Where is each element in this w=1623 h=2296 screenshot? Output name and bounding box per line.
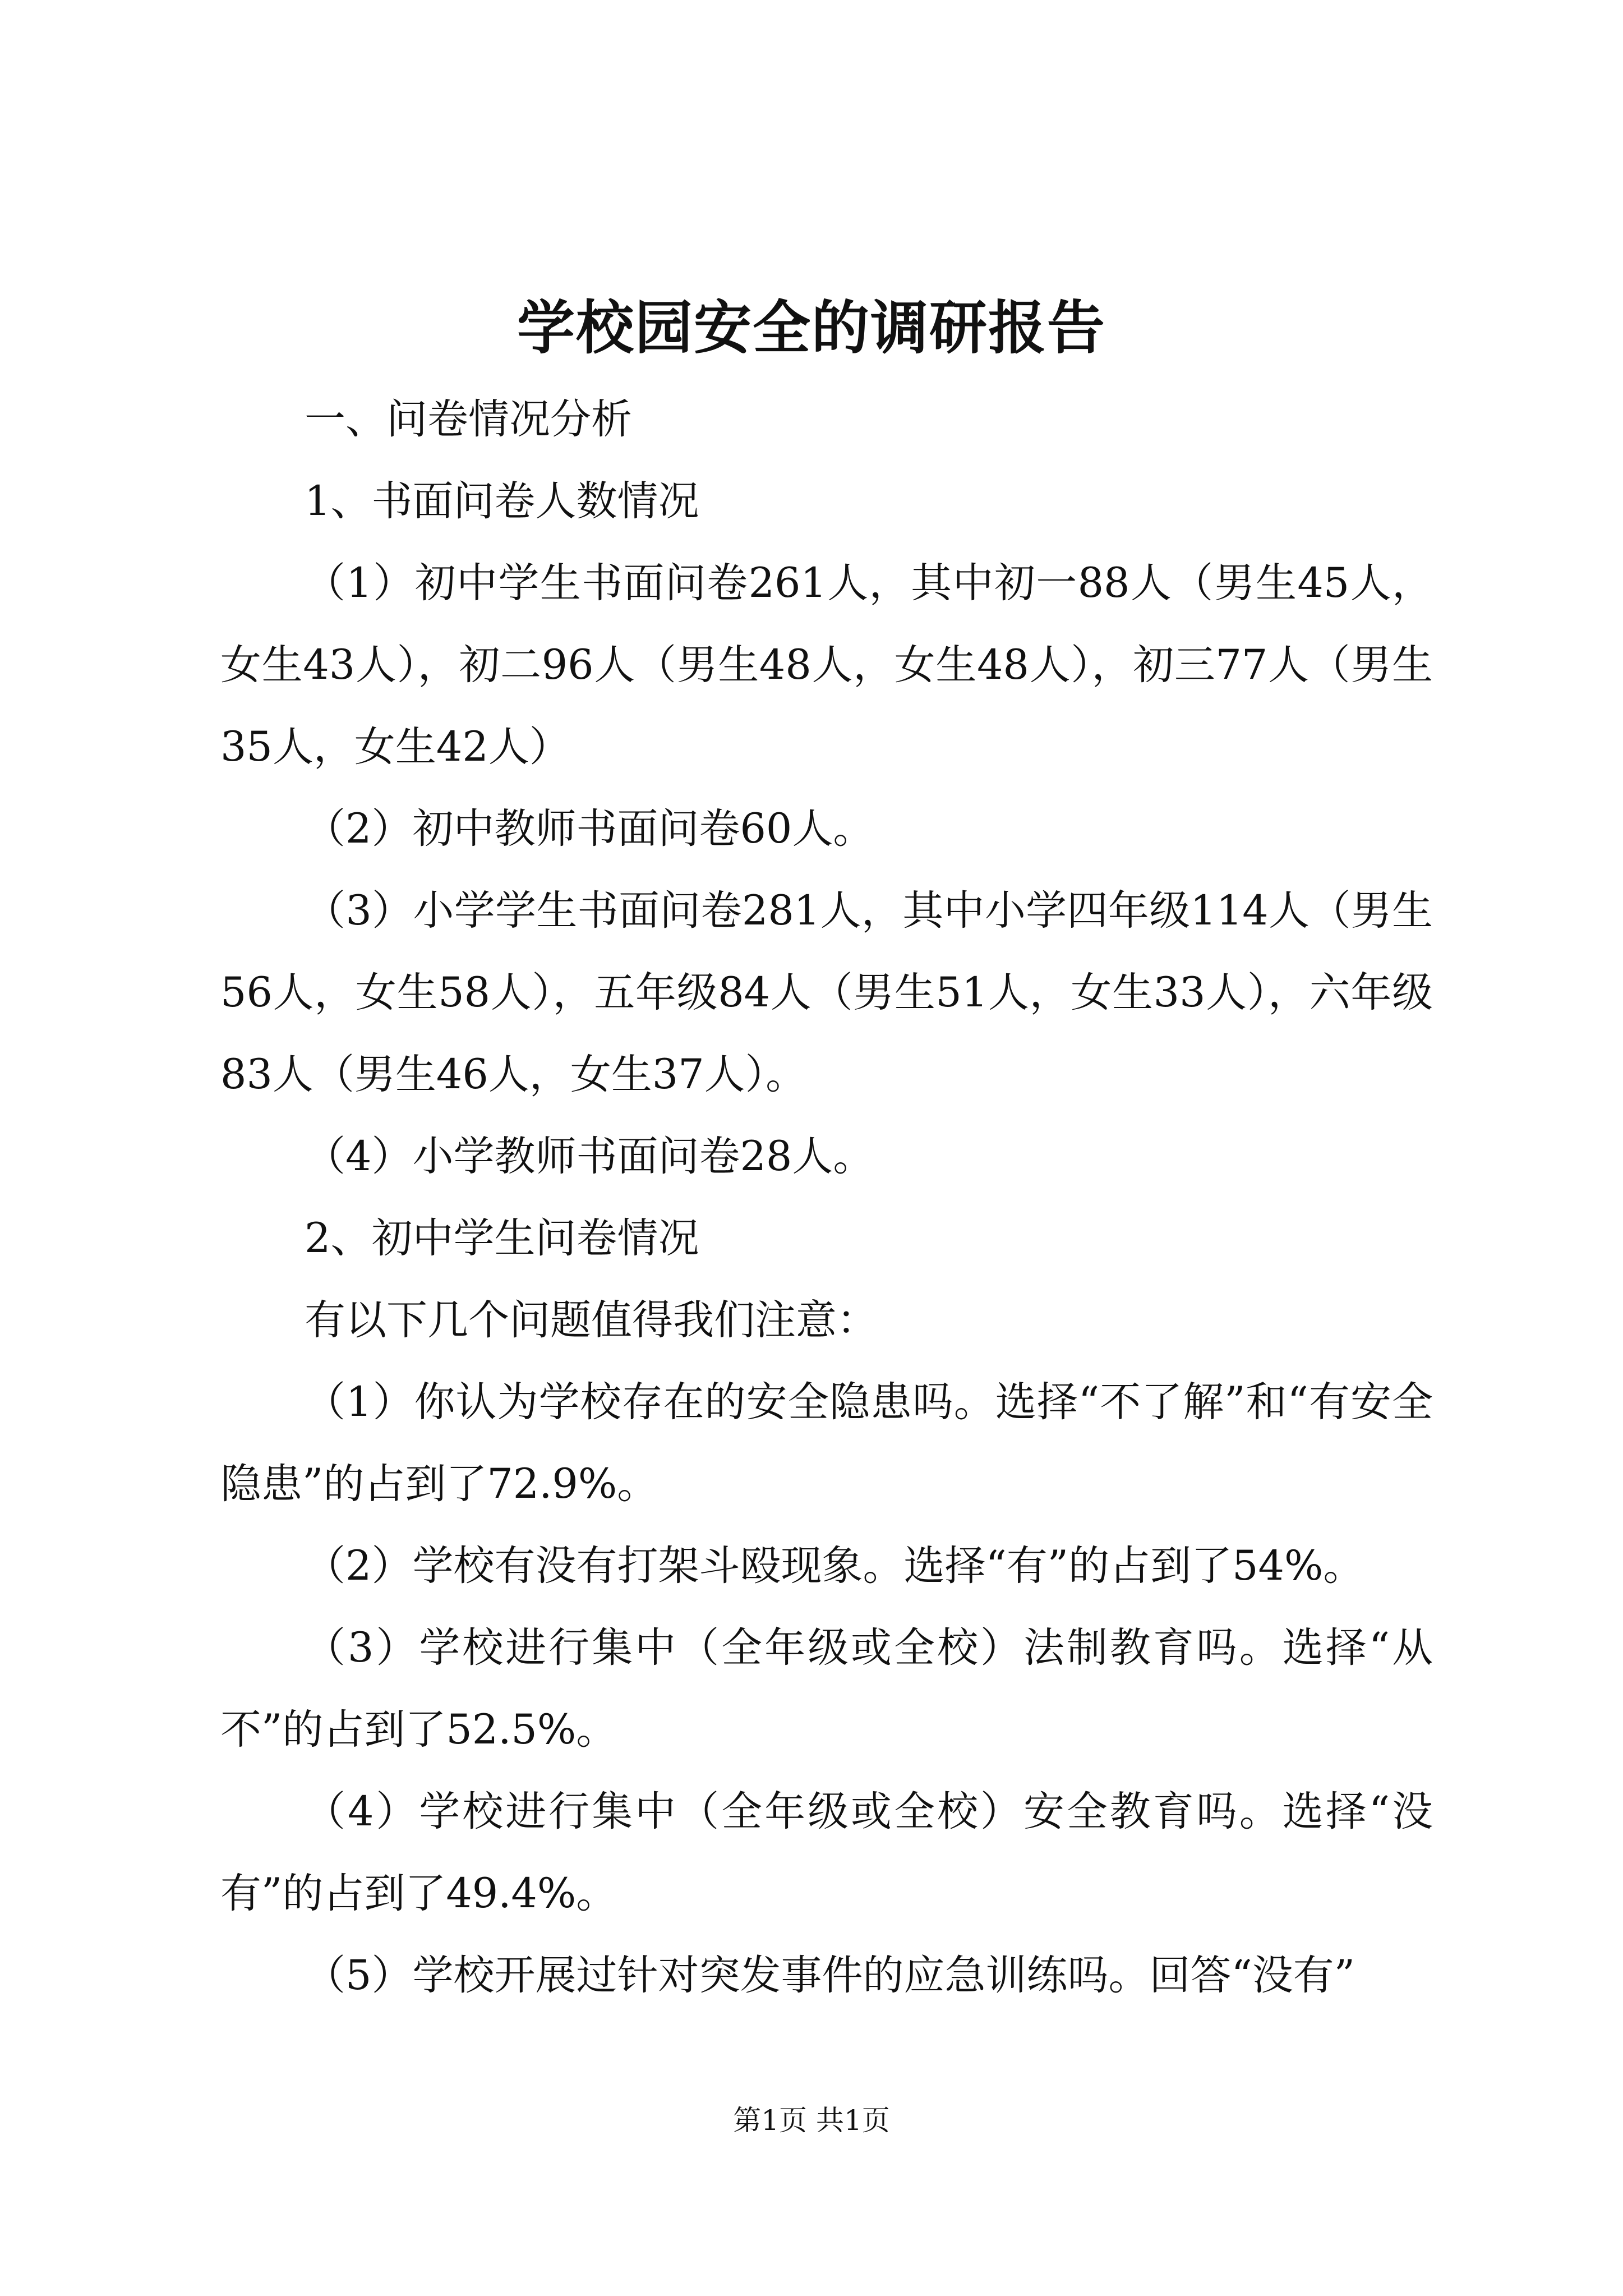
page-footer: 第1页 共1页 [733, 2104, 890, 2137]
paragraph-item: （2）学校有没有打架斗殴现象。选择“有”的占到了54%。 [305, 1542, 1364, 1590]
paragraph-item: （4）学校进行集中（全年级或全校）安全教育吗。选择“没有”的占到了49.4%。 [220, 1788, 1433, 1917]
paragraph-item: （2）初中教师书面问卷60人。 [305, 805, 874, 853]
paragraph-item: （4）小学教师书面问卷28人。 [305, 1133, 874, 1180]
paragraph-section-heading: 一、问卷情况分析 [305, 395, 632, 443]
paragraph-intro: 有以下几个问题值得我们注意： [305, 1296, 878, 1344]
document-title: 学校园安全的调研报告 [517, 294, 1106, 362]
paragraph-item: （1）你认为学校存在的安全隐患吗。选择“不了解”和“有安全隐患”的占到了72.9%。 [220, 1378, 1433, 1508]
document-body [220, 379, 1433, 2017]
paragraph-subheading-1: 1、书面问卷人数情况 [305, 477, 699, 525]
paragraph-item: （3）小学学生书面问卷281人，其中小学四年级114人（男生56人，女生58人），五年级84人（男生51人，女生33人），六年级83人（男生46人，女生37人）。 [220, 887, 1433, 1098]
paragraph-item: （5）学校开展过针对突发事件的应急训练吗。回答“没有” [305, 1952, 1355, 1999]
paragraph-item: （1）初中学生书面问卷261人，其中初一88人（男生45人，女生43人），初二96人（男生48人，女生48人），初三77人（男生35人，女生42人） [220, 559, 1433, 771]
paragraph-subheading-2: 2、初中学生问卷情况 [305, 1214, 699, 1262]
paragraph-item: （3）学校进行集中（全年级或全校）法制教育吗。选择“从不”的占到了52.5%。 [220, 1624, 1433, 1754]
